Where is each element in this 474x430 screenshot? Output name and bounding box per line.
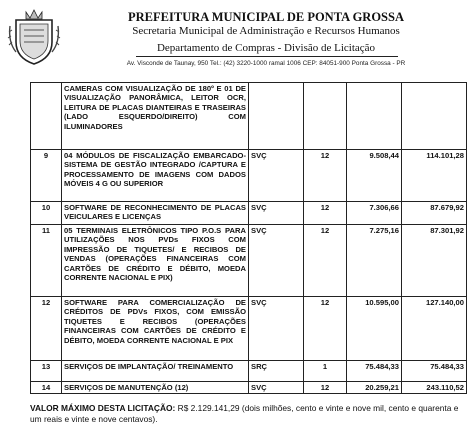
item-quantity: 12 [304, 150, 347, 202]
item-quantity: 12 [304, 382, 347, 394]
item-unit-price: 9.508,44 [347, 150, 402, 202]
max-value-statement [30, 403, 460, 425]
item-description: CAMERAS COM VISUALIZAÇÃO DE 180º E 01 DE VISUALIZAÇÃO PANORÂMICA, LEITOR OCR, LEITURA DE PLACAS DIANTEIRAS E TRASEIRAS (LADO ESQUERDO/DIREITO) COM ILUMINADORES [62, 83, 249, 150]
table-row [31, 202, 467, 225]
table-row [31, 382, 467, 394]
item-number: 14 [31, 382, 62, 394]
item-quantity: 1 [304, 361, 347, 382]
coat-of-arms-icon [6, 6, 62, 66]
item-total: 87.679,92 [402, 202, 467, 225]
table-row [31, 225, 467, 297]
item-total: 127.140,00 [402, 297, 467, 361]
item-number: 13 [31, 361, 62, 382]
letterhead-divider [136, 56, 398, 57]
item-unit-price: 7.275,16 [347, 225, 402, 297]
item-unit: SRÇ [249, 361, 304, 382]
item-quantity: 12 [304, 202, 347, 225]
item-unit: SVÇ [249, 202, 304, 225]
item-unit: SVÇ [249, 297, 304, 361]
item-total: 75.484,33 [402, 361, 467, 382]
letterhead-department: Departamento de Compras - Divisão de Licitação [156, 42, 376, 54]
item-quantity: 12 [304, 225, 347, 297]
item-total: 243.110,52 [402, 382, 467, 394]
item-quantity: 12 [304, 297, 347, 361]
item-unit: SVÇ [249, 150, 304, 202]
item-total: 87.301,92 [402, 225, 467, 297]
table-row [31, 83, 467, 150]
item-description: SERVIÇOS DE MANUTENÇÃO (12) [62, 382, 249, 394]
letterhead-address: Av. Visconde de Taunay, 950 Tel.: (42) 3220-1000 ramal 1006 CEP: 84051-900 Ponta Grossa - PR [126, 60, 406, 67]
item-unit [249, 83, 304, 150]
letterhead-title: PREFEITURA MUNICIPAL DE PONTA GROSSA [128, 10, 404, 24]
item-unit-price: 10.595,00 [347, 297, 402, 361]
item-total: 114.101,28 [402, 150, 467, 202]
items-table [30, 82, 467, 394]
item-number: 11 [31, 225, 62, 297]
item-unit: SVÇ [249, 382, 304, 394]
item-number: 10 [31, 202, 62, 225]
max-value-text: R$ 2.129.141,29 (dois milhões, cento e vinte e nove mil, cento e quarenta e um reais e vinte e nove centavos). [30, 403, 459, 424]
item-unit: SVÇ [249, 225, 304, 297]
item-unit-price: 75.484,33 [347, 361, 402, 382]
table-row [31, 297, 467, 361]
item-number: 12 [31, 297, 62, 361]
letterhead [0, 0, 474, 82]
item-description: 04 MÓDULOS DE FISCALIZAÇÃO EMBARCADO-SISTEMA DE GESTÃO INTEGRADO /CAPTURA E PROCESSAMENTO DE IMAGENS COM DADOS MÓVEIS 4 G OU SUPERIOR [62, 150, 249, 202]
item-description: SOFTWARE PARA COMERCIALIZAÇÃO DE CRÉDITOS DE PDVs FIXOS, COM EMISSÃO TIQUETES E RECIBOS (OPERAÇÕES FINANCEIRAS COM CARTÕES DE CRÉDITO E DÉBITO, MOEDA CORRENTE NACIONAL E PIX [62, 297, 249, 361]
item-number [31, 83, 62, 150]
table-row [31, 361, 467, 382]
item-total [402, 83, 467, 150]
item-description: SOFTWARE DE RECONHECIMENTO DE PLACAS VEICULARES E LICENÇAS [62, 202, 249, 225]
table-row [31, 150, 467, 202]
item-unit-price: 20.259,21 [347, 382, 402, 394]
item-unit-price: 7.306,66 [347, 202, 402, 225]
item-quantity [304, 83, 347, 150]
letterhead-subtitle: Secretaria Municipal de Administração e Recursos Humanos [132, 25, 400, 37]
max-value-label: VALOR MÁXIMO DESTA LICITAÇÃO: [30, 403, 176, 413]
item-unit-price [347, 83, 402, 150]
item-description: 05 TERMINAIS ELETRÔNICOS TIPO P.O.S PARA UTILIZAÇÕES NOS PVDs FIXOS COM IMPRESSÃO DE TIQUETES/ E RECIBOS DE VENDAS (OPERAÇÕES FINANCEIRAS COM CARTÕES DE CRÉDITO E DÉBITO, MOEDA CORRENTE NACIONAL E PIX) [62, 225, 249, 297]
item-number: 9 [31, 150, 62, 202]
item-description: SERVIÇOS DE IMPLANTAÇÃO/ TREINAMENTO [62, 361, 249, 382]
